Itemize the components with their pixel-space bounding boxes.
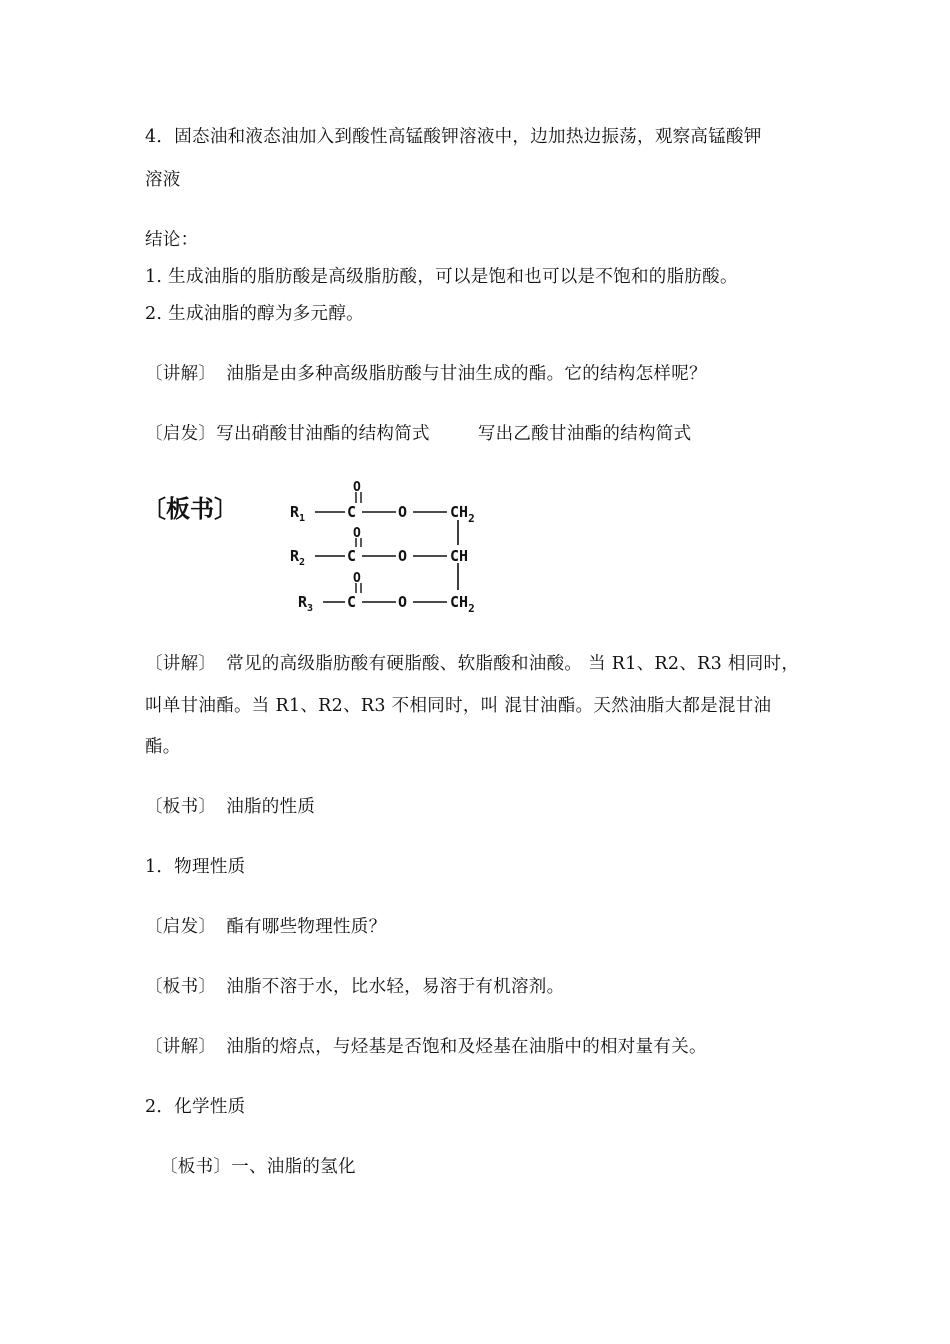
paragraph-text: 油脂的熔点，与烃基是否饱和及烃基在油脂中的相对量有关。 <box>226 1037 707 1057</box>
conclusion-heading: 结论： <box>145 230 199 250</box>
ch-group: CH <box>450 547 469 565</box>
triglyceride-structure-diagram <box>140 475 540 620</box>
ester-o-1: O <box>398 503 408 521</box>
ch2-group-3: $CH_2$ <box>450 593 475 615</box>
paragraph-text: 油脂不溶于水，比水轻，易溶于有机溶剂。 <box>226 977 565 997</box>
text-line-1: 4．固态油和液态油加入到酸性高锰酸钾溶液中，边加热边振荡，观察高锰酸钾 <box>145 127 762 147</box>
explanation-paragraph-2 <box>145 653 799 675</box>
section-tag: 〔讲解〕 <box>145 1037 217 1057</box>
paragraph-text: 酯有哪些物理性质？ <box>226 917 387 937</box>
carbonyl-o-2: O <box>353 526 361 541</box>
prompt-paragraph-2 <box>145 916 386 938</box>
paragraph-text: 油脂的性质 <box>226 797 316 817</box>
carbonyl-o-3: O <box>353 571 361 586</box>
conclusion-item-2: 2. 生成油脂的醇为多元醇。 <box>145 304 364 324</box>
chemical-properties-heading: 2．化学性质 <box>145 1097 246 1117</box>
explanation-paragraph-1 <box>145 363 707 385</box>
ester-o-2: O <box>398 547 408 565</box>
conclusion-item-1: 1. 生成油脂的脂肪酸是高级脂肪酸，可以是饱和也可以是不饱和的脂肪酸。 <box>145 267 738 287</box>
prompt-paragraph-1 <box>145 423 691 445</box>
r2-group: $R_2$ <box>290 547 306 568</box>
explanation-paragraph-2-line-2: 叫单甘油酯。当 R1、R2、R3 不相同时，叫 混甘油酯。天然油脂大都是混甘油 <box>145 696 772 716</box>
ester-o-3: O <box>398 593 408 611</box>
paragraph-text: 油脂是由多种高级脂肪酸与甘油生成的酯。它的结构怎样呢？ <box>226 364 707 384</box>
ch2-group-1: $CH_2$ <box>450 503 475 525</box>
r3-group: $R_3$ <box>298 593 314 614</box>
explanation-paragraph-2-line-3: 酯。 <box>145 737 181 757</box>
explanation-paragraph-3 <box>145 1036 707 1058</box>
carbonyl-o-1: O <box>353 480 361 495</box>
section-tag: 〔板书〕 <box>145 977 217 997</box>
board-hydrogenation-heading: 〔板书〕一、油脂的氢化 <box>160 1157 356 1177</box>
prompt-text-b: 写出乙酸甘油酯的结构简式 <box>477 424 692 444</box>
section-tag: 〔讲解〕 <box>145 654 217 674</box>
section-tag: 〔启发〕 <box>145 917 217 937</box>
r1-group: $R_1$ <box>290 503 306 524</box>
section-tag: 〔启发〕 <box>145 424 217 444</box>
board-heading-properties <box>145 796 315 818</box>
physical-properties-heading: 1．物理性质 <box>145 857 246 877</box>
carbonyl-c-1: C <box>347 503 357 521</box>
carbonyl-c-2: C <box>347 547 357 565</box>
diagram-board-label: 〔板书〕 <box>142 494 238 523</box>
section-tag: 〔板书〕 <box>145 797 217 817</box>
paragraph-text: 常见的高级脂肪酸有硬脂酸、软脂酸和油酸。 当 R1、R2、R3 相同时， <box>226 654 800 674</box>
board-paragraph-solubility <box>145 976 564 998</box>
section-tag: 〔讲解〕 <box>145 364 217 384</box>
prompt-text-a: 写出硝酸甘油酯的结构简式 <box>216 424 430 444</box>
text-line-2: 溶液 <box>145 170 181 190</box>
carbonyl-c-3: C <box>347 593 357 611</box>
